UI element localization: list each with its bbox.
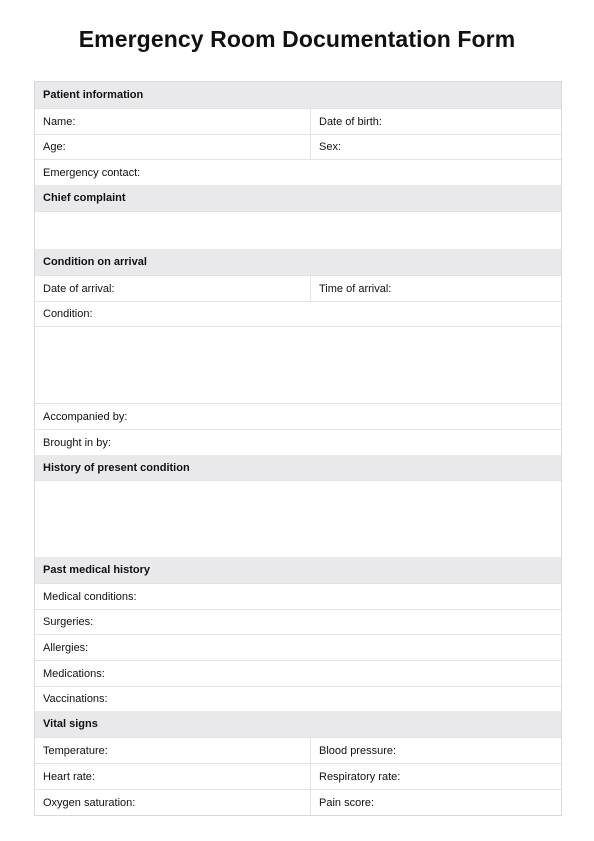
temperature-field[interactable]: Temperature: (35, 738, 311, 763)
accompanied-by-field[interactable]: Accompanied by: (43, 410, 128, 423)
medical-conditions-field[interactable]: Medical conditions: (43, 590, 137, 603)
section-vital-signs: Vital signs (35, 711, 561, 737)
row-brought-in-by (35, 429, 561, 455)
row-age-sex (35, 134, 561, 159)
row-accompanied-by (35, 403, 561, 429)
emergency-contact-field[interactable]: Emergency contact: (43, 166, 141, 179)
section-condition-on-arrival: Condition on arrival (35, 249, 561, 275)
row-temperature-bp (35, 737, 561, 763)
respiratory-rate-field[interactable]: Respiratory rate: (319, 770, 401, 783)
surgeries-field[interactable]: Surgeries: (43, 616, 94, 628)
row-arrival-date-time (35, 275, 561, 301)
section-chief-complaint: Chief complaint (35, 185, 561, 211)
row-medical-conditions (35, 583, 561, 609)
oxygen-saturation-field[interactable]: Oxygen saturation: (35, 790, 311, 815)
row-condition (35, 301, 561, 326)
section-history-present-condition: History of present condition (35, 455, 561, 480)
form-title: Emergency Room Documentation Form (78, 26, 516, 52)
date-of-arrival-field[interactable]: Date of arrival: (35, 276, 311, 301)
er-documentation-form (34, 81, 562, 816)
vaccinations-field[interactable]: Vaccinations: (43, 693, 108, 705)
pain-score-field[interactable]: Pain score: (319, 796, 375, 809)
row-allergies (35, 634, 561, 660)
date-of-birth-field[interactable]: Date of birth: (319, 115, 382, 128)
brought-in-by-field[interactable]: Brought in by: (43, 436, 111, 449)
history-present-condition-area[interactable] (35, 480, 561, 557)
row-emergency-contact (35, 159, 561, 185)
blood-pressure-field[interactable]: Blood pressure: (319, 744, 397, 757)
row-surgeries (35, 609, 561, 634)
condition-notes-area[interactable] (35, 326, 561, 403)
time-of-arrival-field[interactable]: Time of arrival: (319, 282, 392, 295)
section-patient-information: Patient information (35, 82, 561, 108)
sex-field[interactable]: Sex: (319, 141, 342, 153)
chief-complaint-area[interactable] (35, 211, 561, 249)
row-medications (35, 660, 561, 686)
allergies-field[interactable]: Allergies: (43, 641, 89, 654)
name-field[interactable]: Name: (35, 109, 311, 134)
row-vaccinations (35, 686, 561, 711)
condition-field[interactable]: Condition: (43, 308, 93, 320)
row-oxygen-pain (35, 789, 561, 815)
section-past-medical-history: Past medical history (35, 557, 561, 583)
heart-rate-field[interactable]: Heart rate: (35, 764, 311, 789)
age-field[interactable]: Age: (35, 135, 311, 159)
medications-field[interactable]: Medications: (43, 667, 105, 680)
row-heart-respiratory (35, 763, 561, 789)
row-name-dob (35, 108, 561, 134)
